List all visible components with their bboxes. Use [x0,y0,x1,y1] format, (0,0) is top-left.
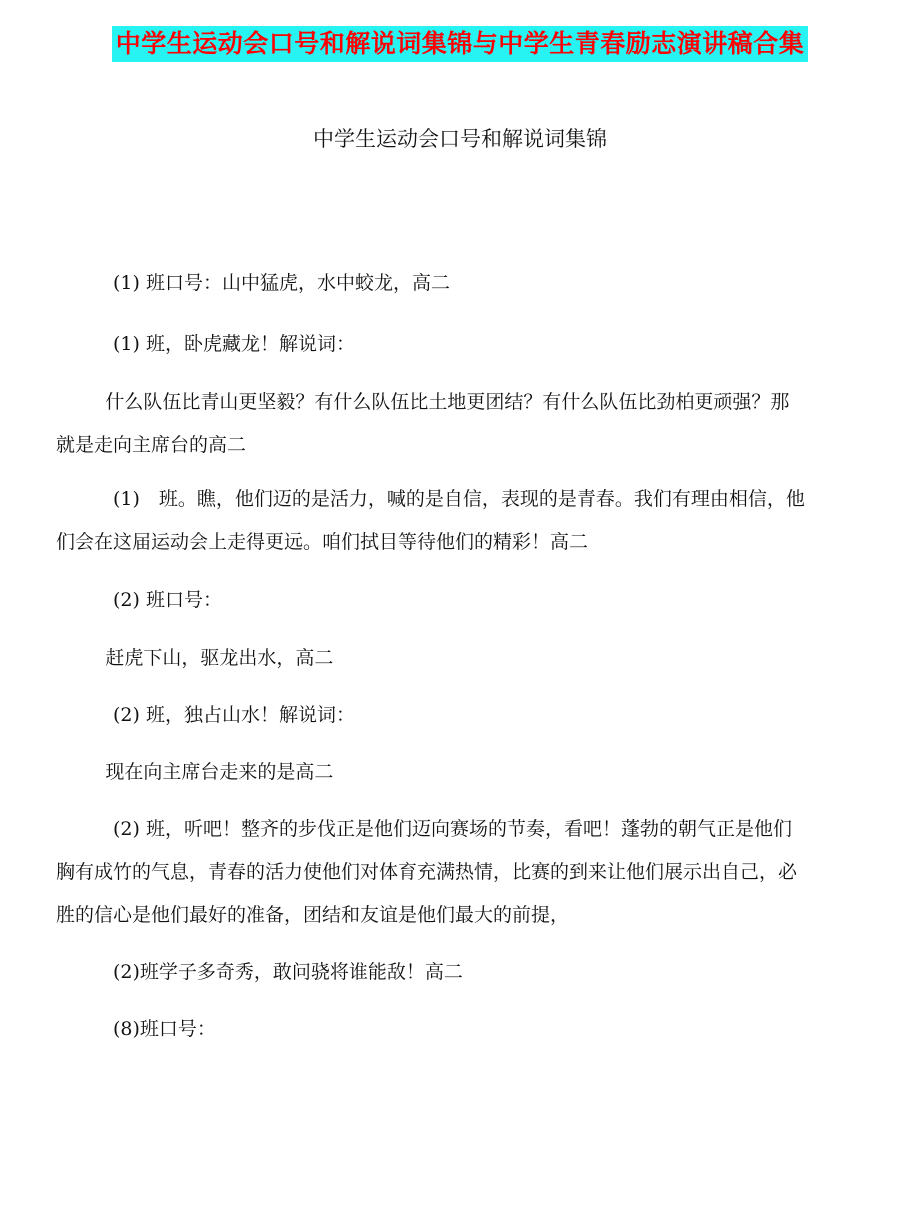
paragraph-class1-commentary: 什么队伍比青山更坚毅？有什么队伍比土地更团结？有什么队伍比劲柏更顽强？那就是走向主席台的高二 [56,391,790,456]
paragraph-class2-commentary-intro: 现在向主席台走来的是高二 [105,761,334,783]
paragraph-class1-slogan: (1) 班口号：山中猛虎，水中蛟龙，高二 [113,272,450,294]
paragraph-class2-commentary: (2) 班，听吧！整齐的步伐正是他们迈向赛场的节奏，看吧！蓬勃的朝气正是他们胸有成竹的气息，青春的活力使他们对体育充满热情，比赛的到来让他们展示出自己，必胜的信心是他们最好的准备，团结和友谊是他们最大的前提， [56,818,798,926]
document-subtitle: 中学生运动会口号和解说词集锦 [313,127,607,151]
document-banner-title: 中学生运动会口号和解说词集锦与中学生青春励志演讲稿合集 [112,26,809,62]
banner-container [0,26,920,62]
paragraph-class2-commentary-label: (2) 班，独占山水！解说词： [113,704,355,726]
paragraph-class2-motto: (2)班学子多奇秀，敢问骁将谁能敌！高二 [113,961,463,983]
paragraph-class1-commentary-label: (1) 班，卧虎藏龙！解说词： [113,333,355,355]
paragraph-class2-slogan: 赶虎下山，驱龙出水，高二 [105,647,334,669]
paragraph-class1-commentary-cont: (1) 班。瞧，他们迈的是活力，喊的是自信，表现的是青春。我们有理由相信，他们会在这届运动会上走得更远。咱们拭目等待他们的精彩！高二 [56,488,805,553]
paragraph-class8-slogan-label: (8)班口号： [113,1018,216,1040]
paragraph-class2-slogan-label: (2) 班口号： [113,589,222,611]
